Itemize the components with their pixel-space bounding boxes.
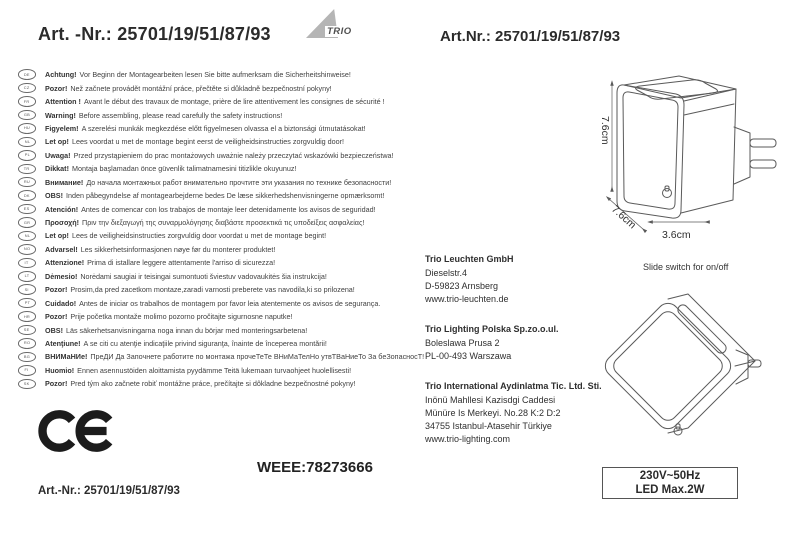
country-code-badge (18, 271, 36, 282)
warning-row (18, 108, 400, 121)
warning-row (18, 216, 400, 229)
warning-text (45, 379, 356, 388)
warning-lead-word: OBS! (45, 191, 63, 201)
country-code-badge (18, 298, 36, 309)
warning-row (18, 377, 400, 390)
warning-text (45, 366, 351, 375)
address-line: www.trio-leuchten.de (425, 294, 509, 304)
warning-lead-word: Let op! (45, 137, 69, 147)
night-light-rotated-drawing (598, 288, 762, 464)
warning-text (45, 312, 293, 321)
address-line: Inönü Mahllesi Kazisdgi Caddesi (425, 395, 556, 405)
country-code-label: FR (24, 99, 30, 104)
warning-text (45, 218, 364, 227)
country-code-badge (18, 150, 36, 161)
warning-row (18, 149, 400, 162)
country-code-badge (18, 83, 36, 94)
warning-lead-word: Uwaga! (45, 150, 71, 160)
warning-lead-word: OBS! (45, 325, 63, 335)
address-line: PL-00-493 Warszawa (425, 351, 512, 361)
country-code-label: GB (23, 112, 31, 118)
warning-body-text: Πριν την διεξαγωγή της συναρμολόγησης διαβάστε προσεκτικά τις υποδείξεις ασφαλείας! (82, 218, 365, 228)
warning-text (45, 111, 282, 120)
warning-text (45, 191, 384, 200)
warning-row (18, 202, 400, 215)
warning-lead-word: Achtung! (45, 70, 77, 80)
address-line: Dieselstr.4 (425, 268, 468, 278)
warning-lead-word: Attenzione! (45, 258, 85, 268)
address-trio-leuchten (425, 253, 615, 306)
warning-row (18, 350, 425, 363)
electrical-spec-box (602, 467, 738, 499)
trio-logo (304, 9, 364, 41)
warning-row (18, 68, 400, 81)
warning-body-text: Prosim,da pred zacetkom montaze,zaradi varnosti preberete vas navodila,ki so prilozena! (70, 285, 355, 295)
country-code-label: BG (23, 354, 31, 360)
country-code-badge (18, 379, 36, 390)
country-code-badge (18, 325, 36, 336)
warning-body-text: Avant le début des travaux de montage, prière de lire attentivement les consignes de sécurité ! (83, 97, 385, 107)
warning-row (18, 270, 400, 283)
warning-lead-word: Pozor! (45, 379, 68, 389)
warning-text (45, 205, 376, 214)
warning-row (18, 243, 400, 256)
warning-lead-word: Dikkat! (45, 164, 69, 174)
country-code-badge (18, 164, 36, 175)
country-code-badge (18, 190, 36, 201)
country-code-badge (18, 352, 36, 363)
warning-text (45, 326, 307, 335)
warning-text (45, 151, 394, 160)
warning-body-text: Prije početka montaže molimo pozorno pročitajte sigurnosne naputke! (70, 312, 293, 322)
warning-text (45, 352, 424, 361)
warning-text (45, 137, 344, 146)
warning-row (18, 229, 400, 242)
warning-lead-word: Внимание! (45, 177, 84, 187)
country-code-badge (18, 177, 36, 188)
address-line: D-59823 Arnsberg (425, 281, 499, 291)
warning-row (18, 296, 400, 309)
warning-body-text: Prima di istallare leggere attentamente l'arriso di sicurezza! (87, 258, 276, 268)
country-code-badge (18, 137, 36, 148)
warning-body-text: A se citi cu atenţie indicaţiile privind siguranţa, înainte de începerea montării! (83, 338, 327, 348)
warning-row (18, 162, 400, 175)
address-line: www.trio-lighting.com (425, 434, 511, 444)
country-code-label: SI (24, 287, 30, 293)
warning-body-text: Inden påbegyndelse af montagearbejderne bedes De læse sikkerhedshenvisningerne opmærksomt! (65, 191, 385, 201)
warning-body-text: Ennen asennustöiden aloittamista pyydämme Teitä lukemaan turvaohjeet huolellisesti! (77, 365, 352, 375)
spec-power: LED Max.2W (635, 484, 705, 496)
night-light-dimension-drawing (588, 72, 802, 244)
warning-text (45, 258, 275, 267)
warning-body-text: A szerelési munkák megkezdése előtt figyelmesen olvassa el a biztonsági útmutatásokat! (81, 123, 366, 133)
country-code-badge (18, 96, 36, 107)
warning-text (45, 231, 326, 240)
country-code-badge (18, 311, 36, 322)
warning-lead-word: Pozor! (45, 285, 68, 295)
warning-row (18, 310, 400, 323)
weee-number: WEEE:78273666 (257, 459, 373, 476)
warning-row (18, 176, 400, 189)
warning-body-text: Before assembling, please read carefully the safety instructions! (78, 110, 283, 120)
warning-list (18, 68, 425, 391)
warning-body-text: Montaja başlamadan önce güvenlik talimatnamesini titizlikle okuyunuz! (71, 164, 297, 174)
warning-lead-word: Atenţiune! (45, 338, 81, 348)
country-code-label: CZ (24, 85, 30, 91)
warning-text (45, 285, 355, 294)
country-code-badge (18, 258, 36, 269)
warning-text (45, 245, 275, 254)
warning-lead-word: Warning! (45, 110, 76, 120)
warning-row (18, 337, 400, 350)
slide-switch-note: Slide switch for on/off (643, 262, 729, 272)
warning-body-text: Lees voordat u met de montage begint eerst de veiligheidsinstructies zorgvuldig door! (71, 137, 345, 147)
country-code-label: NL (24, 139, 30, 145)
country-code-badge (18, 365, 36, 376)
warning-row (18, 283, 400, 296)
warning-text (45, 124, 366, 133)
country-code-label: HR (23, 314, 31, 319)
warning-row (18, 256, 400, 269)
warning-lead-word: Attention ! (45, 97, 81, 107)
company-name: Trio Lighting Polska Sp.zo.o.ul. (425, 324, 559, 334)
country-code-label: HU (23, 126, 31, 131)
country-code-badge (18, 69, 36, 80)
country-code-label: SK (24, 381, 30, 387)
article-number-footer: Art.-Nr.: 25701/19/51/87/93 (38, 485, 180, 497)
country-code-label: PT (24, 300, 30, 306)
ce-mark-icon (36, 404, 114, 458)
warning-body-text: Antes de iniciar os trabalhos de montagem por favor leia atentemente os avisos de segurança. (79, 298, 381, 308)
warning-text (45, 164, 297, 173)
company-name: Trio Leuchten GmbH (425, 254, 514, 264)
country-code-label: IT (25, 260, 29, 266)
country-code-badge (18, 123, 36, 134)
country-code-label: GR (23, 220, 31, 225)
dimension-width-label: 7.6cm (608, 203, 639, 232)
warning-body-text: Lees de veiligheidsinstructies zorgvuldig door voordat u met de montage begint! (71, 231, 327, 241)
warning-body-text: Vor Beginn der Montagearbeiten lesen Sie bitte aufmerksam die Sicherheitshinweise! (79, 70, 351, 80)
warning-body-text: ПреДИ Да Започнете работите по монтажа прочеТеТе ВНиМаТелНо утвТВаНиеТо За беЗопасносТ! (90, 352, 425, 362)
article-number-header-right: Art.Nr.: 25701/19/51/87/93 (440, 28, 621, 45)
spec-voltage: 230V~50Hz (639, 470, 701, 482)
warning-text (45, 97, 385, 106)
warning-row (18, 364, 400, 377)
warning-text (45, 178, 391, 187)
address-line: Münüre Is Merkeyi. No.28 K:2 D:2 (425, 408, 561, 418)
country-code-badge (18, 204, 36, 215)
country-code-label: NL (24, 233, 30, 239)
country-code-badge (18, 244, 36, 255)
warning-lead-word: Dėmesio! (45, 271, 78, 281)
country-code-label: RU (23, 179, 31, 185)
country-code-label: ES (24, 206, 30, 212)
warning-text (45, 272, 327, 281)
warning-text (45, 299, 380, 308)
warning-body-text: Läs säkerhetsanvisningarna noga innan du börjar med monteringsarbetena! (65, 325, 308, 335)
country-code-label: NO (23, 247, 31, 252)
country-code-label: SE (24, 327, 30, 333)
dimension-height-label: 7.6cm (599, 116, 611, 145)
trio-logo-text: TRIO (327, 26, 352, 37)
warning-row (18, 81, 400, 94)
warning-lead-word: Pozor! (45, 83, 68, 93)
warning-row (18, 189, 400, 202)
country-code-badge (18, 284, 36, 295)
country-code-badge (18, 217, 36, 228)
country-code-label: RO (23, 341, 31, 346)
warning-body-text: Przed przystąpieniem do prac montażowych uważnie należy przeczytać wskazówki bezpieczeństwa! (73, 150, 394, 160)
country-code-label: LT (24, 273, 30, 279)
country-code-badge (18, 110, 36, 121)
warning-body-text: Norėdami saugiai ir teisingai sumontuoti šviestuv vadovaukitės šia instrukcija! (80, 271, 327, 281)
dimension-depth-label: 3.6cm (662, 229, 691, 241)
warning-lead-word: Atención! (45, 204, 79, 214)
country-code-label: TR (24, 166, 30, 172)
warning-lead-word: Cuidado! (45, 298, 77, 308)
warning-text (45, 339, 327, 348)
warning-row (18, 95, 400, 108)
warning-lead-word: Figyelem! (45, 123, 79, 133)
warning-lead-word: Let op! (45, 231, 69, 241)
address-line: Boleslawa Prusa 2 (425, 338, 500, 348)
warning-text (45, 70, 351, 79)
warning-lead-word: ВНИМаНИе! (45, 352, 88, 362)
country-code-badge (18, 231, 36, 242)
country-code-label: DE (24, 72, 30, 78)
warning-body-text: Pred tým ako začnete robiť montážne práce, prečítajte si dôkladne bezpečnostné pokyny! (70, 379, 356, 389)
warning-lead-word: Προσοχή! (45, 218, 79, 228)
country-code-badge (18, 338, 36, 349)
warning-lead-word: Huomio! (45, 365, 75, 375)
warning-row (18, 323, 400, 336)
warning-body-text: Než začnete provádět montážní práce, přečtěte si důkladně bezpečnostní pokyny! (70, 83, 332, 93)
warning-row (18, 122, 400, 135)
company-name: Trio International Aydinlatma Tic. Ltd. Sti. (425, 381, 602, 391)
warning-body-text: Les sikkerhetsinformasjonen nøye før du monterer produktet! (80, 244, 276, 254)
warning-text (45, 84, 332, 93)
warning-lead-word: Advarsel! (45, 244, 78, 254)
warning-body-text: До начала монтажных работ внимательно прочтите эти указания по технике безопасности! (86, 177, 392, 187)
warning-row (18, 135, 400, 148)
country-code-label: FI (25, 368, 29, 373)
address-trio-polska (425, 323, 615, 363)
warning-lead-word: Pozor! (45, 312, 68, 322)
address-trio-international (425, 380, 615, 446)
country-code-label: DK (24, 193, 30, 198)
warning-body-text: Antes de comencar con los trabajos de montaje leer detenidamente los avisos de seguridad! (81, 204, 376, 214)
article-number-header-left: Art. -Nr.: 25701/19/51/87/93 (38, 24, 271, 44)
country-code-label: PL (24, 153, 30, 158)
address-line: 34755 Istanbul-Atasehir Türkiye (425, 421, 552, 431)
